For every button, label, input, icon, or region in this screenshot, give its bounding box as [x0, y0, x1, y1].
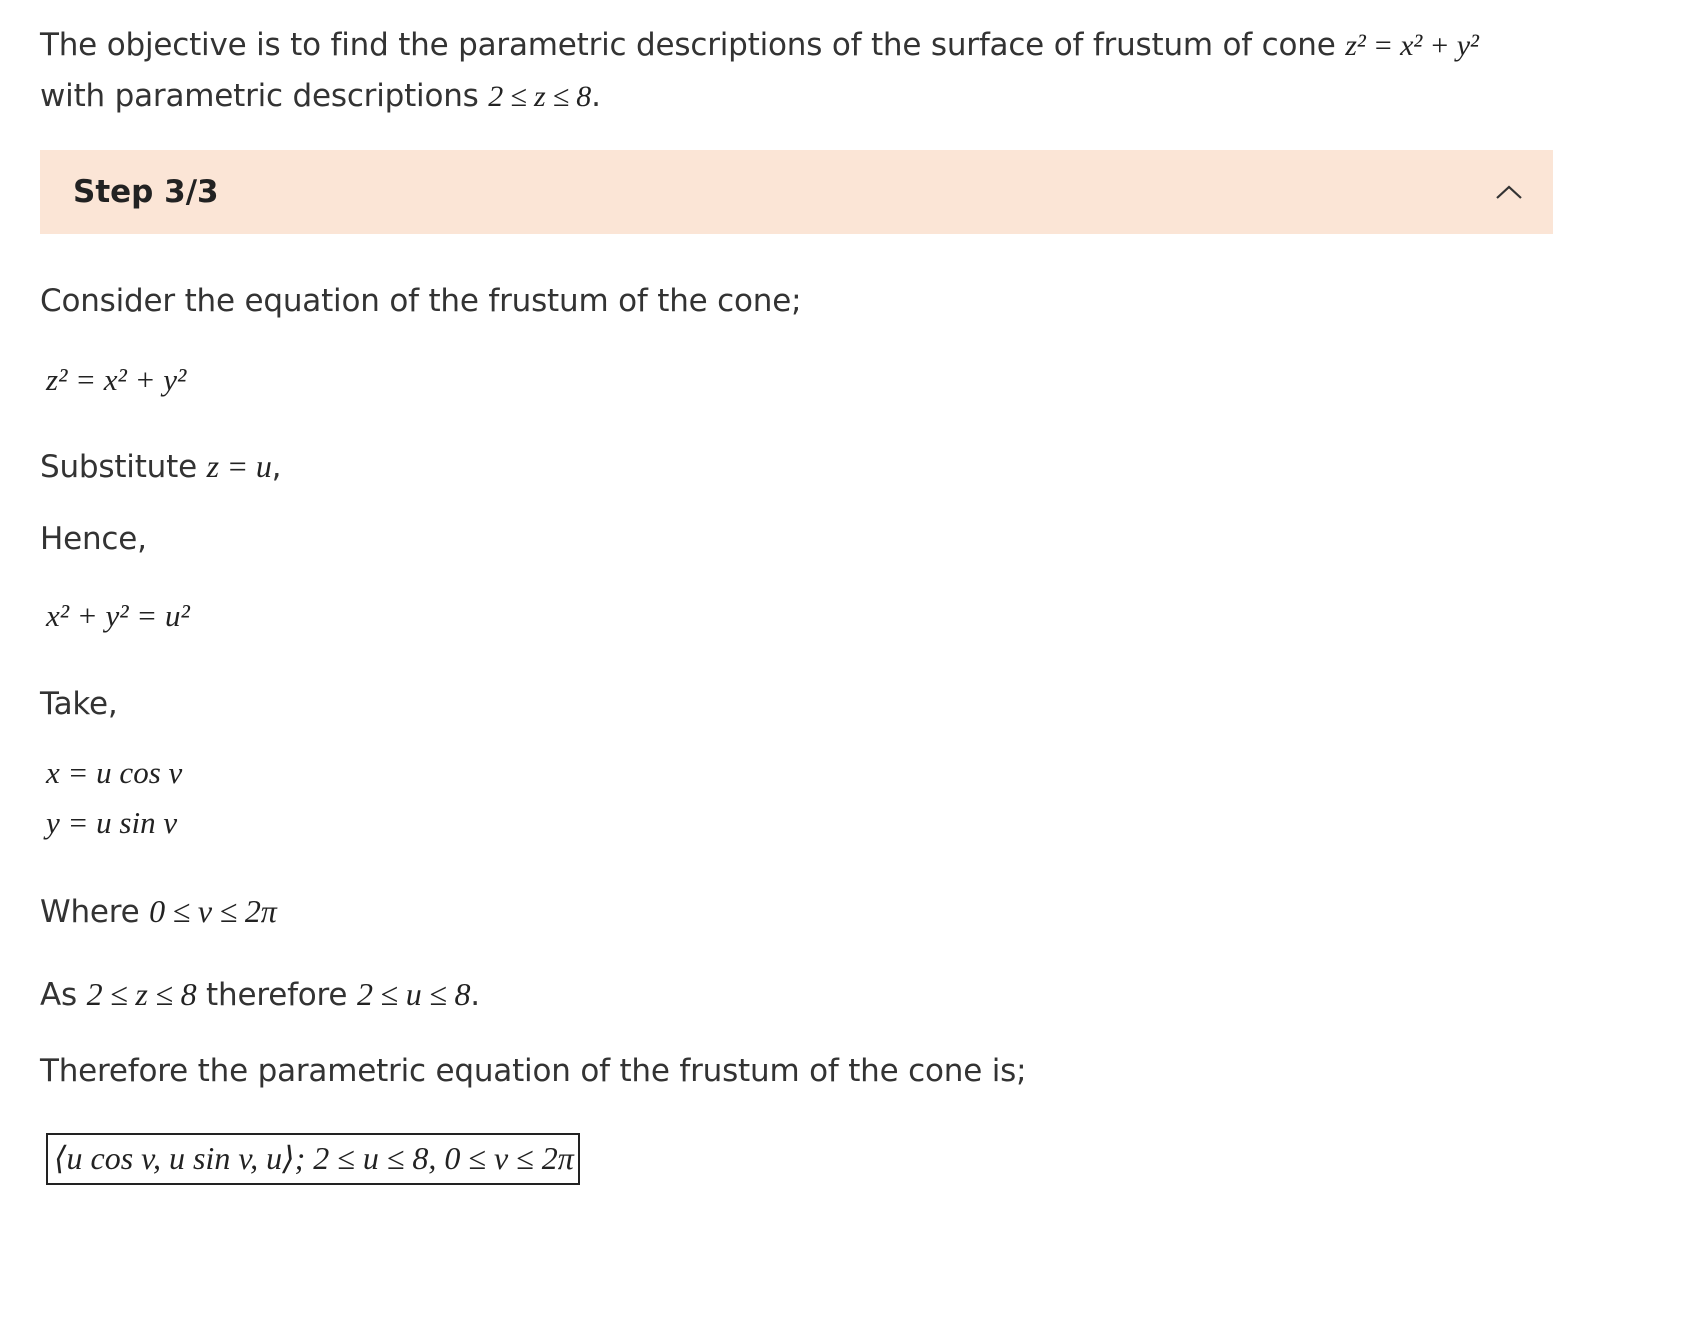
as-line	[40, 976, 480, 1013]
intro-text: The objective is to find the parametric descriptions of the surface of frustum of cone	[40, 27, 1346, 63]
hence-text: Hence,	[40, 521, 147, 557]
step-header[interactable]	[40, 150, 1553, 234]
z-range: 2 ≤ z ≤ 8	[488, 80, 592, 113]
cone-equation-display: z² = x² + y²	[46, 362, 187, 397]
substitute-math: z = u	[206, 448, 272, 484]
substitute-label: Substitute	[40, 449, 207, 485]
consider-text: Consider the equation of the frustum of the cone;	[40, 283, 802, 319]
intro-period: .	[591, 78, 601, 114]
u-range: 2 ≤ u ≤ 8	[356, 976, 471, 1012]
take-text: Take,	[40, 686, 118, 722]
circle-equation: x² + y² = u²	[46, 598, 190, 633]
z-range-2: 2 ≤ z ≤ 8	[86, 976, 197, 1012]
y-equation: y = u sin v	[46, 805, 178, 840]
cone-equation: z² = x² + y²	[1345, 29, 1479, 62]
where-line	[40, 893, 277, 930]
conclusion-text: Therefore the parametric equation of the frustum of the cone is;	[40, 1053, 1027, 1089]
intro-text-middle: with parametric descriptions	[40, 78, 489, 114]
final-answer-box: ⟨u cos v, u sin v, u⟩; 2 ≤ u ≤ 8, 0 ≤ v ≤ 2π	[46, 1133, 580, 1185]
as-label: As	[40, 977, 87, 1013]
as-period: .	[470, 977, 480, 1013]
x-equation: x = u cos v	[46, 755, 183, 790]
step-title: Step 3/3	[73, 174, 219, 210]
chevron-up-icon[interactable]	[1495, 178, 1523, 206]
v-range: 0 ≤ v ≤ 2π	[149, 893, 277, 929]
where-label: Where	[40, 894, 150, 930]
therefore-label: therefore	[196, 977, 357, 1013]
substitute-line	[40, 448, 281, 485]
substitute-comma: ,	[271, 449, 282, 485]
intro-paragraph	[40, 20, 1540, 122]
